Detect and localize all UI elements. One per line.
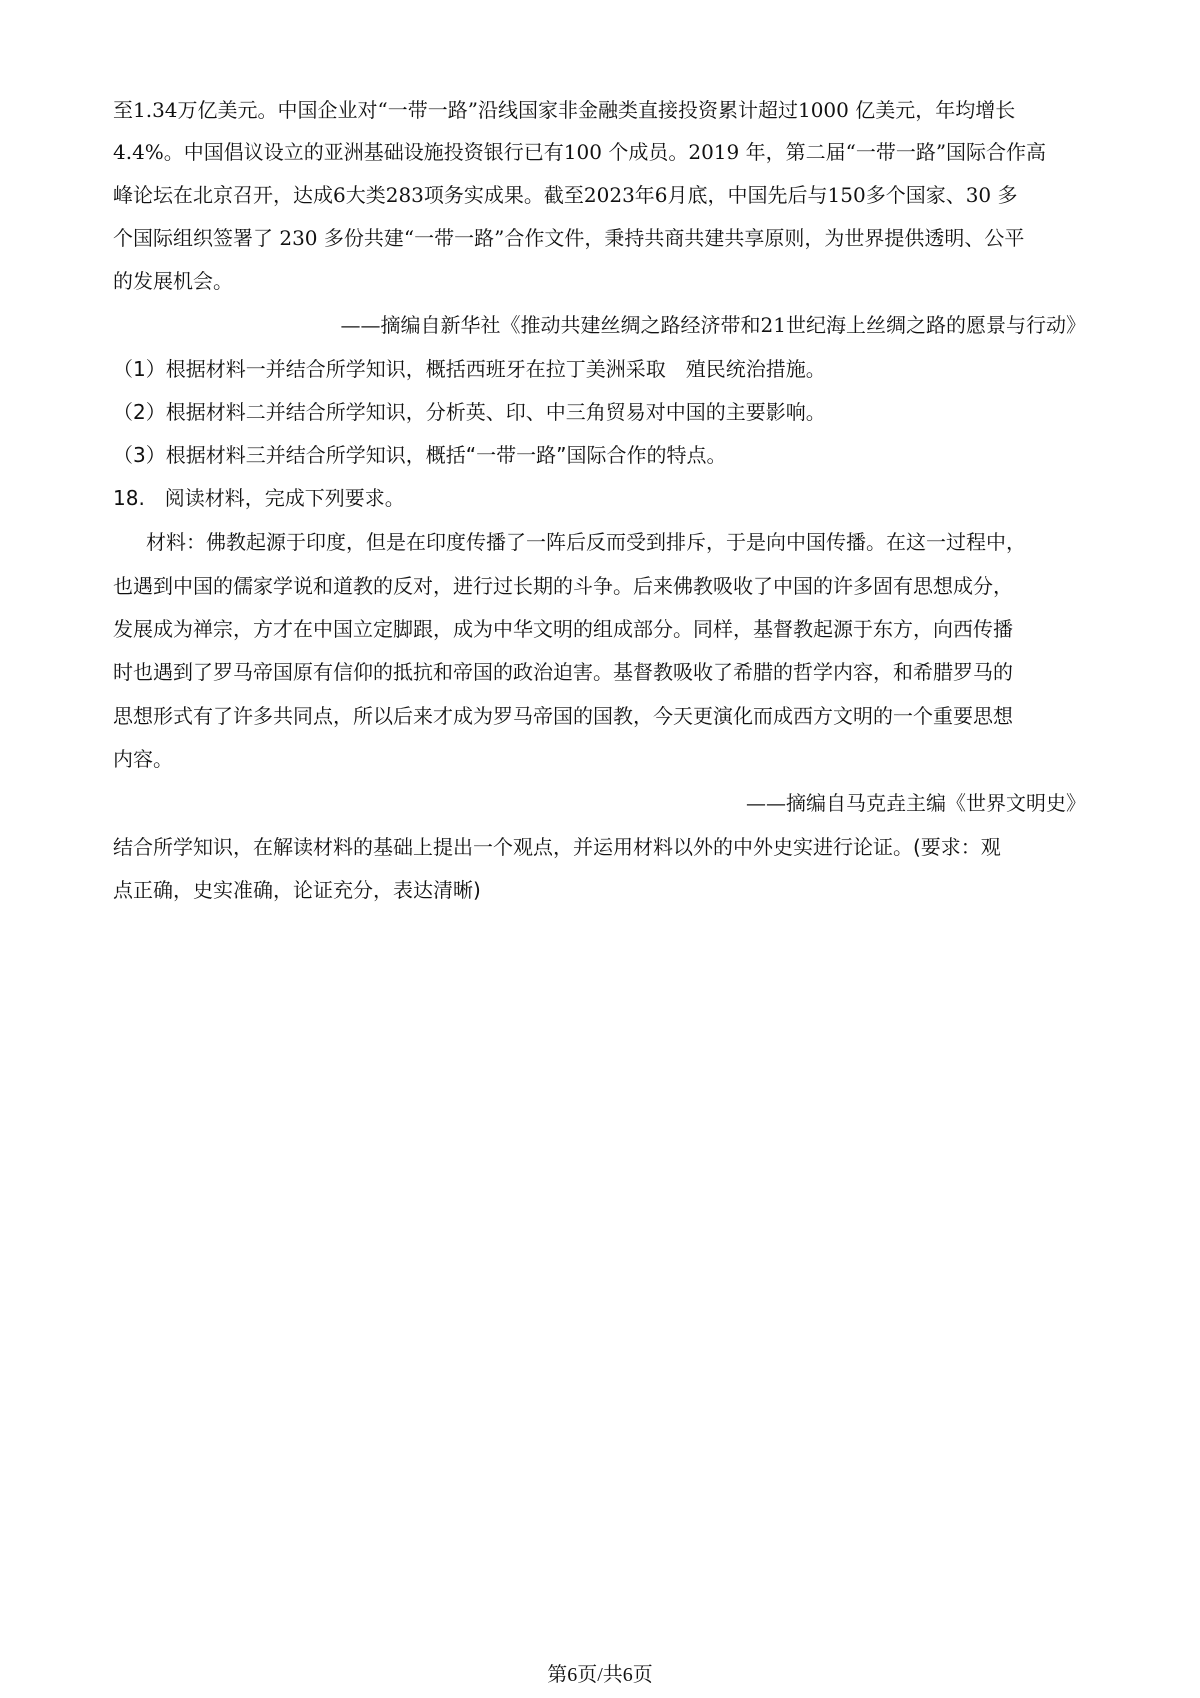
- q18-material-line-4: 时也遇到了罗马帝国原有信仰的抵抗和帝国的政治迫害。基督教吸收了希腊的哲学内容，和希腊罗马的: [113, 660, 1013, 684]
- q18-material-line-5: 思想形式有了许多共同点，所以后来才成为罗马帝国的国教，今天更演化而成西方文明的一个重要思想: [113, 704, 1013, 728]
- question-17-2: （2）根据材料二并结合所学知识，分析英、印、中三角贸易对中国的主要影响。: [113, 400, 826, 424]
- q18-task-line-2: 点正确，史实准确，论证充分，表达清晰): [113, 878, 481, 902]
- q18-material-line-1: 材料：佛教起源于印度，但是在印度传播了一阵后反而受到排斥，于是向中国传播。在这一过程中，: [146, 530, 1026, 554]
- page-number-footer: 第6页/共6页: [547, 1664, 653, 1686]
- question-17-3: （3）根据材料三并结合所学知识，概括“一带一路”国际合作的特点。: [113, 443, 727, 467]
- q18-material-line-2: 也遇到中国的儒家学说和道教的反对，进行过长期的斗争。后来佛教吸收了中国的许多固有思想成分，: [113, 574, 1013, 598]
- question-18-source: ——摘编自马克垚主编《世界文明史》: [746, 791, 1086, 815]
- q18-task-line-1: 结合所学知识，在解读材料的基础上提出一个观点，并运用材料以外的中外史实进行论证。(要求：观: [113, 835, 1001, 859]
- question-17-1: （1）根据材料一并结合所学知识，概括西班牙在拉丁美洲采取 殖民统治措施。: [113, 357, 826, 381]
- q18-material-line-3: 发展成为禅宗，方才在中国立定脚跟，成为中华文明的组成部分。同样，基督教起源于东方，向西传播: [113, 617, 1013, 641]
- material3-source: ——摘编自新华社《推动共建丝绸之路经济带和21世纪海上丝绸之路的愿景与行动》: [340, 313, 1086, 337]
- material3-line-2: 4.4%。中国倡议设立的亚洲基础设施投资银行已有100 个成员。2019 年，第二届“一带一路”国际合作高: [113, 140, 1047, 164]
- material3-line-5: 的发展机会。: [113, 269, 233, 293]
- material3-line-1: 至1.34万亿美元。中国企业对“一带一路”沿线国家非金融类直接投资累计超过1000 亿美元，年均增长: [113, 98, 1016, 122]
- material3-line-3: 峰论坛在北京召开，达成6大类283项务实成果。截至2023年6月底，中国先后与150多个国家、30 多: [113, 183, 1018, 207]
- q18-material-line-6: 内容。: [113, 747, 173, 771]
- question-18-title: 18. 阅读材料，完成下列要求。: [113, 486, 405, 510]
- material3-line-4: 个国际组织签署了 230 多份共建“一带一路”合作文件，秉持共商共建共享原则，为世界提供透明、公平: [113, 226, 1025, 250]
